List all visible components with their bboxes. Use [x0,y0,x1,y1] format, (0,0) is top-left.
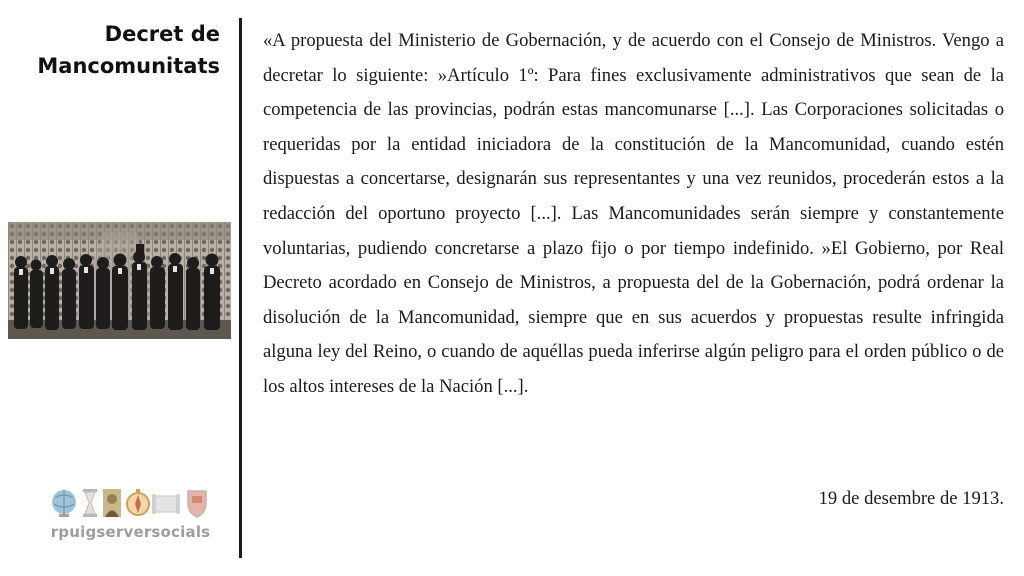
globe-icon [52,490,76,517]
decree-date: 19 de desembre de 1913. [818,488,1004,509]
group-photo-illustration [8,222,231,339]
decree-quote: «A propuesta del Ministerio de Gobernación, y de acuerdo con el Consejo de Ministros. Vengo a decretar lo siguiente: »Artículo 1º: Para fines exclusivamente administrativos que sean de la competencia de las provincias, podrán estas mancomunarse [...]. Las Corporaciones solicitadas o requeridas por la entidad iniciadora de la constitución de la Mancomunidad, cuando estén dispuestas a concertarse, designarán sus representantes y una vez reunidos, procederán estos a la redacción del oportuno proyecto [...]. Las Mancomunidades serán siempre y constantemente voluntarias, pudiendo concretarse a plazo fijo o por tiempo indefinido. »El Gobierno, por Real Decreto acordado en Consejo de Ministros, a propuesta del de la Gobernación, podrá ordenar la disolución de la Mancomunidad, siempre que en sus acuerdos y propuestas resulte infringida alguna ley del Reino, o cuando de aquéllas pueda inferirse algún peligro para el orden público o de los altos intereses de la Nación [...]. [263,30,1004,397]
scroll-icon [152,494,180,514]
hourglass-icon [83,489,97,517]
mona-lisa-icon [103,489,121,517]
vertical-divider [239,18,242,558]
historical-group-photo [8,222,231,339]
shield-icon [188,491,206,517]
compass-icon [127,489,149,515]
title-line-1: Decret de [104,22,220,46]
page-title [20,18,220,82]
brand-name: rpuigserversocials [50,523,211,541]
brand-icons [50,486,210,520]
title-line-2: Mancomunitats [37,54,220,78]
